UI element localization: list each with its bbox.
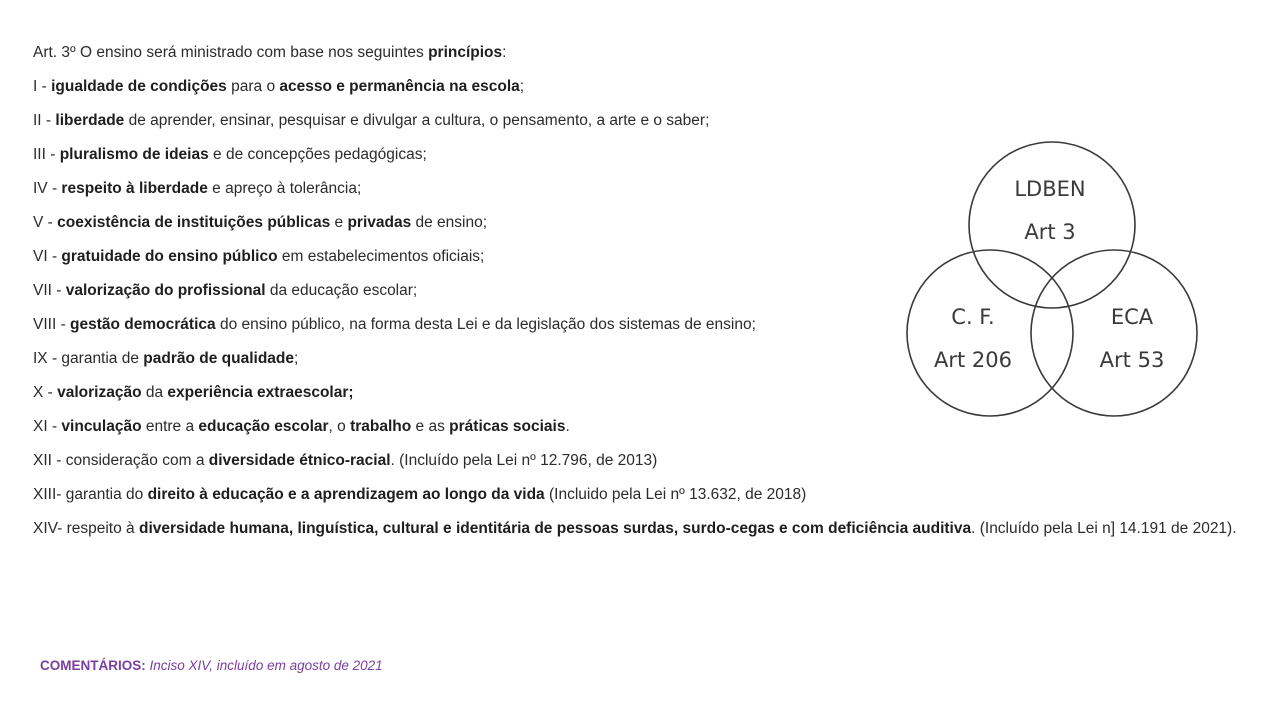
line-text: VI - xyxy=(33,248,62,265)
line-text: VII - xyxy=(33,282,66,299)
comments-note xyxy=(40,658,383,673)
line-text: ; xyxy=(294,350,299,367)
line-text: (Incluido pela Lei nº 13.632, de 2018) xyxy=(544,486,807,503)
line-text: XII - consideração com a xyxy=(33,452,209,469)
line-text: da xyxy=(141,384,168,401)
line-text: de ensino; xyxy=(411,214,488,231)
line-text: XI - xyxy=(33,418,62,435)
venn-svg xyxy=(900,140,1210,420)
venn-circle-eca xyxy=(1031,250,1197,416)
venn-diagram xyxy=(900,140,1210,420)
emphasis-text: educação escolar xyxy=(198,418,329,435)
emphasis-text: igualdade de condições xyxy=(51,78,227,95)
line-text: V - xyxy=(33,214,58,231)
line-text: do ensino público, na forma desta Lei e da legislação dos sistemas de ensino; xyxy=(215,316,756,333)
article-line xyxy=(33,70,1248,104)
emphasis-text: direito à educação e a aprendizagem ao longo da vida xyxy=(147,486,545,503)
venn-right-title: ECA xyxy=(1110,305,1154,329)
emphasis-text: experiência extraescolar; xyxy=(167,384,354,401)
emphasis-text: respeito à liberdade xyxy=(61,180,208,197)
venn-top-sub: Art 3 xyxy=(1024,220,1076,244)
line-text: VIII - xyxy=(33,316,71,333)
emphasis-text: trabalho xyxy=(350,418,412,435)
line-text: para o xyxy=(226,78,280,95)
venn-left-sub: Art 206 xyxy=(934,348,1012,372)
article-line xyxy=(33,512,1248,546)
article-line xyxy=(33,36,1248,70)
line-text: I - xyxy=(33,78,52,95)
line-text: e xyxy=(330,214,348,231)
line-text: , o xyxy=(328,418,351,435)
line-text: e as xyxy=(411,418,450,435)
article-line xyxy=(33,478,1248,512)
comments-text: Inciso XIV, incluído em agosto de 2021 xyxy=(149,658,383,673)
emphasis-text: práticas sociais xyxy=(449,418,566,435)
emphasis-text: valorização do profissional xyxy=(65,282,266,299)
line-text: de aprender, ensinar, pesquisar e divulgar a cultura, o pensamento, a arte e o saber; xyxy=(124,112,710,129)
venn-right-sub: Art 53 xyxy=(1099,348,1165,372)
article-line xyxy=(33,444,1248,478)
line-text: e apreço à tolerância; xyxy=(207,180,362,197)
emphasis-text: diversidade étnico-racial xyxy=(208,452,391,469)
line-text: entre a xyxy=(141,418,199,435)
line-text: XIV- respeito à xyxy=(33,520,139,537)
line-text: . (Incluído pela Lei nº 12.796, de 2013) xyxy=(390,452,658,469)
emphasis-text: pluralismo de ideias xyxy=(59,146,209,163)
comments-title: COMENTÁRIOS: xyxy=(40,658,146,673)
emphasis-text: valorização xyxy=(57,384,142,401)
line-text: IX - garantia de xyxy=(33,350,144,367)
line-text: XIII- garantia do xyxy=(33,486,148,503)
emphasis-text: liberdade xyxy=(55,112,125,129)
article-line xyxy=(33,104,1248,138)
line-text: e de concepções pedagógicas; xyxy=(208,146,427,163)
emphasis-text: privadas xyxy=(347,214,412,231)
line-text: IV - xyxy=(33,180,62,197)
line-text: . xyxy=(565,418,570,435)
line-text: X - xyxy=(33,384,58,401)
line-text: Art. 3º O ensino será ministrado com base nos seguintes xyxy=(33,44,429,61)
venn-circle-cf xyxy=(907,250,1073,416)
venn-left-title: C. F. xyxy=(951,305,995,329)
line-text: em estabelecimentos oficiais; xyxy=(277,248,485,265)
line-text: II - xyxy=(33,112,56,129)
line-text: III - xyxy=(33,146,60,163)
venn-top-title: LDBEN xyxy=(1014,177,1086,201)
line-text: : xyxy=(502,44,507,61)
line-text: ; xyxy=(519,78,525,95)
line-text: da educação escolar; xyxy=(265,282,418,299)
emphasis-text: padrão de qualidade xyxy=(143,350,295,367)
emphasis-text: gestão democrática xyxy=(70,316,216,333)
emphasis-text: diversidade humana, linguística, cultural e identitária de pessoas surdas, surdo-cegas e com deficiência auditiva xyxy=(138,520,972,537)
emphasis-text: gratuidade do ensino público xyxy=(61,248,278,265)
line-text: . (Incluído pela Lei n] 14.191 de 2021). xyxy=(971,520,1237,537)
emphasis-text: acesso e permanência na escola xyxy=(279,78,520,95)
emphasis-text: princípios xyxy=(428,44,503,61)
emphasis-text: vinculação xyxy=(61,418,142,435)
emphasis-text: coexistência de instituições públicas xyxy=(57,214,331,231)
